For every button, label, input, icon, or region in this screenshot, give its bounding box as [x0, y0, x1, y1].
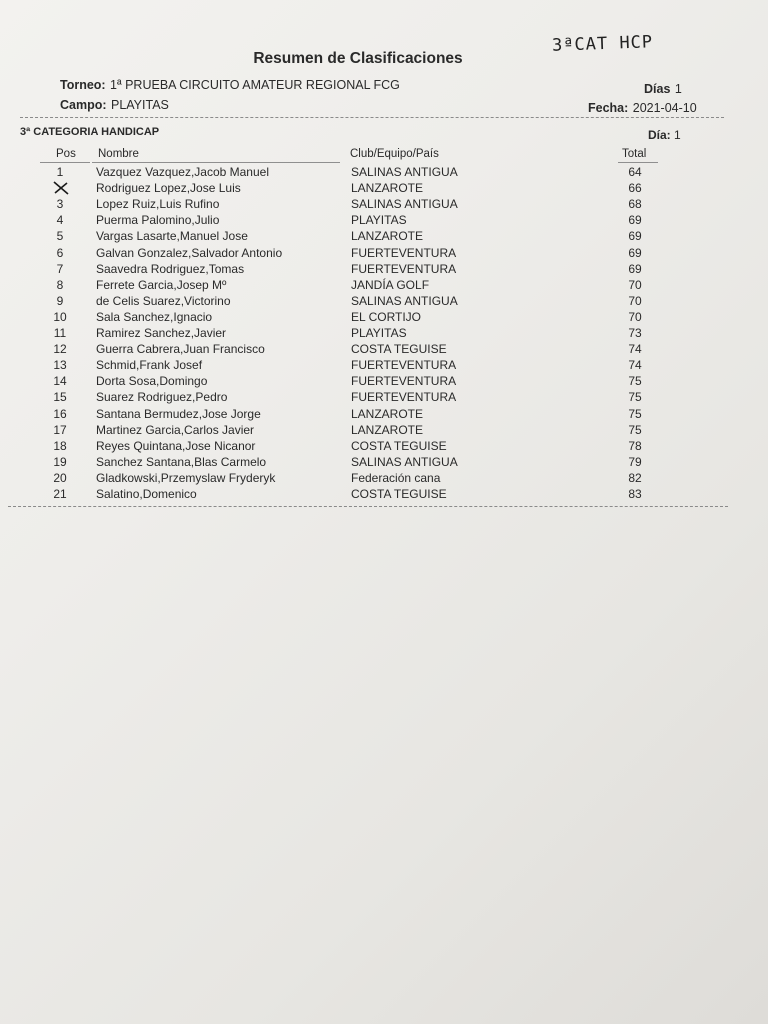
row-pos: 8 — [56, 277, 64, 292]
row-club: SALINAS ANTIGUA — [351, 293, 458, 308]
dias-label: Días — [644, 82, 671, 96]
table-row — [0, 326, 768, 342]
row-nombre: Santana Bermudez,Jose Jorge — [96, 406, 261, 421]
row-club: COSTA TEGUISE — [351, 438, 447, 453]
row-nombre: Sanchez Santana,Blas Carmelo — [96, 454, 267, 469]
row-club: EL CORTIJO — [351, 309, 422, 324]
row-club: COSTA TEGUISE — [351, 487, 447, 501]
torneo-value: 1ª PRUEBA CIRCUITO AMATEUR REGIONAL FCG — [110, 78, 400, 92]
column-header-nombre: Nombre — [98, 148, 139, 160]
row-total: 66 — [628, 181, 642, 196]
row-total: 75 — [628, 406, 642, 421]
row-nombre: Vargas Lasarte,Manuel Jose — [96, 229, 248, 244]
table-row — [0, 455, 768, 471]
row-club: FUERTEVENTURA — [351, 390, 457, 405]
torneo-label: Torneo: — [60, 78, 106, 92]
row-total: 64 — [628, 165, 642, 179]
row-nombre: Galvan Gonzalez,Salvador Antonio — [96, 245, 283, 260]
row-club: LANZAROTE — [351, 229, 424, 244]
row-nombre: Schmid,Frank Josef — [96, 358, 203, 373]
row-pos: 12 — [53, 342, 67, 357]
table-row — [0, 197, 768, 213]
row-pos: 3 — [56, 197, 64, 212]
table-row — [0, 471, 768, 487]
row-club: FUERTEVENTURA — [351, 374, 457, 389]
row-pos: 5 — [56, 229, 64, 244]
row-pos: 14 — [53, 374, 67, 389]
table-row — [0, 165, 768, 181]
row-total: 69 — [628, 213, 642, 228]
table-row — [0, 407, 768, 423]
row-nombre: Dorta Sosa,Domingo — [96, 374, 208, 389]
row-nombre: Suarez Rodriguez,Pedro — [96, 390, 228, 405]
table-row — [0, 423, 768, 439]
table-row — [0, 374, 768, 390]
row-pos: 16 — [53, 406, 67, 421]
handwritten-note: 3ªCAT HCP — [551, 32, 654, 56]
row-club: FUERTEVENTURA — [351, 358, 457, 373]
table-row — [0, 181, 768, 197]
table-row — [0, 246, 768, 262]
row-nombre: Ferrete Garcia,Josep Mº — [96, 277, 227, 292]
row-total: 83 — [628, 487, 642, 501]
row-total: 70 — [628, 309, 642, 324]
row-nombre: Puerma Palomino,Julio — [96, 213, 220, 228]
row-total: 74 — [628, 342, 642, 357]
row-total: 75 — [628, 374, 642, 389]
row-pos: 17 — [53, 422, 67, 437]
table-row — [0, 487, 768, 503]
row-nombre: de Celis Suarez,Victorino — [96, 293, 231, 308]
row-pos: 6 — [56, 245, 64, 260]
row-club: FUERTEVENTURA — [351, 261, 457, 276]
dia-label: Día: — [648, 128, 671, 142]
row-club: JANDÍA GOLF — [351, 277, 430, 292]
page-title: Resumen de Clasificaciones — [253, 50, 463, 67]
row-club: FUERTEVENTURA — [351, 245, 457, 260]
fecha-line — [588, 99, 697, 117]
header-divider — [20, 117, 724, 118]
column-underline-nombre — [92, 162, 340, 163]
row-total: 79 — [628, 454, 642, 469]
category-heading: 3ª CATEGORIA HANDICAP — [20, 126, 160, 138]
table-row — [0, 294, 768, 310]
table-row — [0, 278, 768, 294]
campo-value: PLAYITAS — [110, 98, 169, 112]
row-nombre: Lopez Ruiz,Luis Rufino — [96, 197, 220, 212]
row-pos: 7 — [56, 261, 64, 276]
row-pos: 10 — [53, 309, 67, 324]
row-total: 73 — [628, 326, 642, 340]
row-nombre: Martinez Garcia,Carlos Javier — [96, 422, 255, 437]
dia-value: 1 — [674, 128, 681, 142]
torneo-line — [60, 76, 400, 94]
row-club: LANZAROTE — [351, 422, 424, 437]
campo-label: Campo: — [60, 98, 107, 112]
row-total: 78 — [628, 438, 642, 453]
fecha-value: 2021-04-10 — [632, 101, 697, 115]
row-pos: 9 — [56, 293, 64, 308]
column-header-club: Club/Equipo/País — [350, 148, 439, 160]
row-total: 70 — [628, 293, 642, 308]
row-total: 70 — [628, 277, 642, 292]
row-total: 69 — [628, 261, 642, 276]
row-total: 82 — [628, 470, 642, 485]
row-nombre: Ramirez Sanchez,Javier — [96, 326, 227, 340]
row-club: LANZAROTE — [351, 406, 424, 421]
row-club: COSTA TEGUISE — [351, 342, 447, 357]
row-pos: 20 — [53, 470, 67, 485]
table-row — [0, 229, 768, 245]
row-total: 68 — [628, 197, 642, 212]
row-nombre: Reyes Quintana,Jose Nicanor — [96, 438, 256, 453]
row-nombre: Guerra Cabrera,Juan Francisco — [96, 342, 265, 357]
row-nombre: Gladkowski,Przemyslaw Fryderyk — [96, 470, 276, 485]
row-pos: 13 — [53, 358, 67, 373]
column-underline-pos — [40, 162, 90, 163]
table-row — [0, 262, 768, 278]
row-club: SALINAS ANTIGUA — [351, 197, 458, 212]
column-header-total: Total — [622, 148, 647, 160]
table-row — [0, 358, 768, 374]
row-pos: 11 — [53, 326, 67, 340]
row-nombre: Rodriguez Lopez,Jose Luis — [96, 181, 241, 196]
row-nombre: Vazquez Vazquez,Jacob Manuel — [96, 165, 269, 179]
row-total: 74 — [628, 358, 642, 373]
column-header-pos: Pos — [56, 148, 76, 160]
row-nombre: Salatino,Domenico — [96, 487, 197, 501]
dia-line — [648, 128, 681, 142]
campo-line — [60, 96, 169, 114]
row-total: 75 — [628, 422, 642, 437]
dias-line — [644, 80, 682, 98]
row-total: 69 — [628, 245, 642, 260]
row-club: SALINAS ANTIGUA — [351, 454, 458, 469]
strike-mark-icon — [52, 179, 70, 197]
row-pos: 15 — [53, 390, 67, 405]
row-pos: 21 — [53, 487, 67, 501]
footer-divider — [8, 506, 728, 507]
row-nombre: Saavedra Rodriguez,Tomas — [96, 261, 245, 276]
row-club: PLAYITAS — [351, 213, 407, 228]
row-total: 69 — [628, 229, 642, 244]
row-total: 75 — [628, 390, 642, 405]
table-row — [0, 310, 768, 326]
row-pos: 19 — [53, 454, 67, 469]
row-club: SALINAS ANTIGUA — [351, 165, 458, 179]
row-pos: 1 — [56, 165, 64, 179]
row-pos: 4 — [56, 213, 64, 228]
row-club: PLAYITAS — [351, 326, 407, 340]
row-pos: 18 — [53, 438, 67, 453]
table-row — [0, 213, 768, 229]
fecha-label: Fecha: — [588, 101, 629, 115]
table-row — [0, 342, 768, 358]
column-underline-total — [618, 162, 658, 163]
row-nombre: Sala Sanchez,Ignacio — [96, 309, 213, 324]
dias-value: 1 — [674, 82, 682, 96]
row-club: Federación cana — [351, 470, 441, 485]
table-row — [0, 390, 768, 406]
table-row — [0, 439, 768, 455]
row-club: LANZAROTE — [351, 181, 424, 196]
